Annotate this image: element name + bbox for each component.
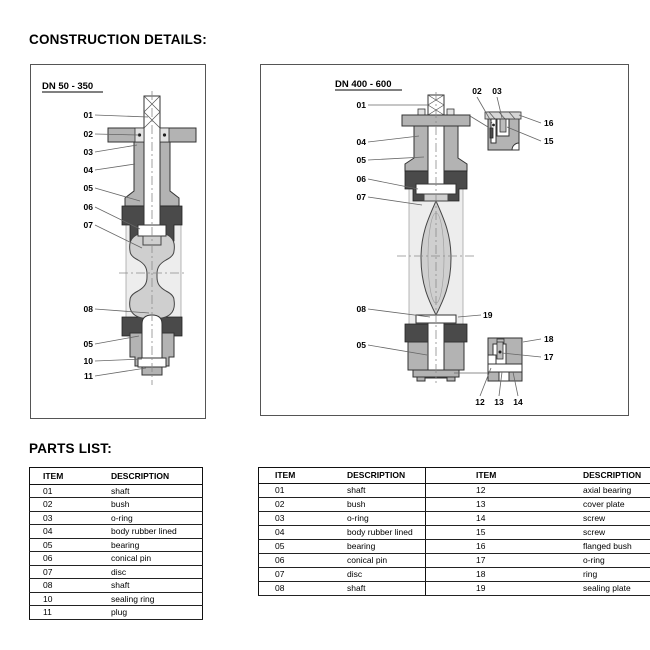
callout-label-04: 04	[356, 137, 366, 147]
description-cell: bearing	[347, 539, 426, 553]
construction-details-title: CONSTRUCTION DETAILS:	[29, 32, 207, 47]
callout-label-05b: 05	[356, 340, 366, 350]
callout-label-01: 01	[356, 100, 366, 110]
description-cell: conical pin	[347, 553, 426, 567]
detail-view-top	[485, 112, 521, 150]
description-cell: ring	[583, 567, 650, 581]
callout-label-03: 03	[492, 86, 502, 96]
column-header-description: DESCRIPTION	[111, 468, 203, 485]
item-cell: 03	[30, 511, 112, 525]
item-cell: 17	[426, 553, 584, 567]
column-header-description-2: DESCRIPTION	[583, 468, 650, 484]
table-row	[259, 511, 650, 525]
screw-part	[500, 119, 506, 132]
callout-label-13: 13	[494, 397, 504, 407]
callout-label-05: 05	[356, 155, 366, 165]
table-row	[259, 567, 650, 581]
column-header-description: DESCRIPTION	[347, 468, 426, 484]
description-cell: o-ring	[347, 511, 426, 525]
callout-label-04: 04	[83, 165, 93, 175]
table-row	[30, 565, 203, 579]
description-cell: sealing ring	[111, 592, 203, 606]
item-cell: 18	[426, 567, 584, 581]
description-cell: shaft	[347, 581, 426, 595]
table-header-row	[30, 468, 203, 485]
callout-label-17: 17	[544, 352, 554, 362]
item-cell: 19	[426, 581, 584, 595]
item-cell: 04	[259, 525, 348, 539]
callout-label-02: 02	[83, 129, 93, 139]
item-cell: 01	[30, 484, 112, 498]
table-row	[30, 579, 203, 593]
item-cell: 07	[259, 567, 348, 581]
callout-labels	[84, 110, 94, 381]
description-cell: body rubber lined	[347, 525, 426, 539]
table-header-row	[259, 468, 650, 484]
bush-part-left	[418, 109, 425, 115]
callout-label-05b: 05	[83, 339, 93, 349]
foot-right	[447, 377, 455, 381]
callout-label-19: 19	[483, 310, 493, 320]
callout-label-15: 15	[544, 136, 554, 146]
parts-table-dn50-350	[29, 467, 203, 620]
cover-plate-part	[488, 364, 522, 372]
description-cell: screw	[583, 511, 650, 525]
seal-strip	[490, 128, 493, 138]
item-cell: 03	[259, 511, 348, 525]
item-cell: 06	[30, 552, 112, 566]
table-row	[30, 538, 203, 552]
callout-label-14: 14	[513, 397, 523, 407]
item-cell: 02	[259, 497, 348, 511]
description-cell: cover plate	[583, 497, 650, 511]
valve-cross-section-dn50-350	[31, 65, 205, 418]
description-cell: body rubber lined	[111, 525, 203, 539]
table-row	[259, 497, 650, 511]
description-cell: o-ring	[111, 511, 203, 525]
callout-label-10: 10	[83, 356, 93, 366]
table-row	[30, 592, 203, 606]
callout-label-03: 03	[83, 147, 93, 157]
callout-label-07: 07	[83, 220, 93, 230]
item-cell: 06	[259, 553, 348, 567]
item-cell: 10	[30, 592, 112, 606]
table-row	[30, 484, 203, 498]
callout-label-01: 01	[83, 110, 93, 120]
description-cell: shaft	[111, 579, 203, 593]
callout-label-08: 08	[356, 304, 366, 314]
bush-part-right	[447, 109, 454, 115]
item-cell: 08	[259, 581, 348, 595]
diagram-title: DN 50 - 350	[42, 81, 94, 92]
table-row	[259, 581, 650, 595]
table-row	[30, 511, 203, 525]
callout-label-16: 16	[544, 118, 554, 128]
item-cell: 02	[30, 498, 112, 512]
screw-part	[499, 372, 509, 381]
description-cell: plug	[111, 606, 203, 620]
item-cell: 12	[426, 483, 584, 497]
callout-label-02: 02	[472, 86, 482, 96]
item-cell: 01	[259, 483, 348, 497]
table-row	[30, 606, 203, 620]
parts-table-dn400-600	[258, 467, 650, 596]
callout-label-18: 18	[544, 334, 554, 344]
item-cell: 11	[30, 606, 112, 620]
description-cell: bush	[111, 498, 203, 512]
item-cell: 05	[259, 539, 348, 553]
flanged-bush-part	[485, 112, 521, 119]
detail-view-bottom	[488, 338, 522, 381]
item-cell: 05	[30, 538, 112, 552]
callout-label-06: 06	[83, 202, 93, 212]
description-cell: disc	[111, 565, 203, 579]
item-cell: 13	[426, 497, 584, 511]
item-cell: 14	[426, 511, 584, 525]
item-cell: 08	[30, 579, 112, 593]
diagram-dn400-600	[260, 64, 629, 416]
callout-label-05: 05	[83, 183, 93, 193]
lower-shaft-part	[428, 321, 444, 370]
parts-list-title: PARTS LIST:	[29, 441, 112, 456]
callout-label-12: 12	[475, 397, 485, 407]
description-cell: shaft	[347, 483, 426, 497]
table-row	[259, 483, 650, 497]
column-header-item-2: ITEM	[426, 468, 584, 484]
o-ring-dot	[492, 124, 495, 127]
description-cell: shaft	[111, 484, 203, 498]
table-row	[30, 525, 203, 539]
column-header-item: ITEM	[30, 468, 112, 485]
description-cell: sealing plate	[583, 581, 650, 595]
description-cell: bush	[347, 497, 426, 511]
callout-label-11: 11	[84, 371, 93, 381]
table-row	[30, 552, 203, 566]
table-row	[30, 498, 203, 512]
description-cell: bearing	[111, 538, 203, 552]
callout-label-06: 06	[356, 174, 366, 184]
item-cell: 07	[30, 565, 112, 579]
description-cell: flanged bush	[583, 539, 650, 553]
column-header-item: ITEM	[259, 468, 348, 484]
o-ring-dot-right	[163, 133, 166, 136]
item-cell: 16	[426, 539, 584, 553]
foot-left	[417, 377, 425, 381]
diagram-dn50-350	[30, 64, 206, 419]
item-cell: 04	[30, 525, 112, 539]
diagram-title: DN 400 - 600	[335, 79, 392, 90]
o-ring-dot	[499, 351, 502, 354]
callout-label-07: 07	[356, 192, 366, 202]
description-cell: o-ring	[583, 553, 650, 567]
step-notch	[488, 355, 496, 364]
callout-label-08: 08	[83, 304, 93, 314]
table-row	[259, 525, 650, 539]
description-cell: disc	[347, 567, 426, 581]
description-cell: screw	[583, 525, 650, 539]
item-cell: 15	[426, 525, 584, 539]
valve-cross-section-dn400-600	[261, 65, 628, 415]
description-cell: axial bearing	[583, 483, 650, 497]
description-cell: conical pin	[111, 552, 203, 566]
table-row	[259, 539, 650, 553]
table-row	[259, 553, 650, 567]
